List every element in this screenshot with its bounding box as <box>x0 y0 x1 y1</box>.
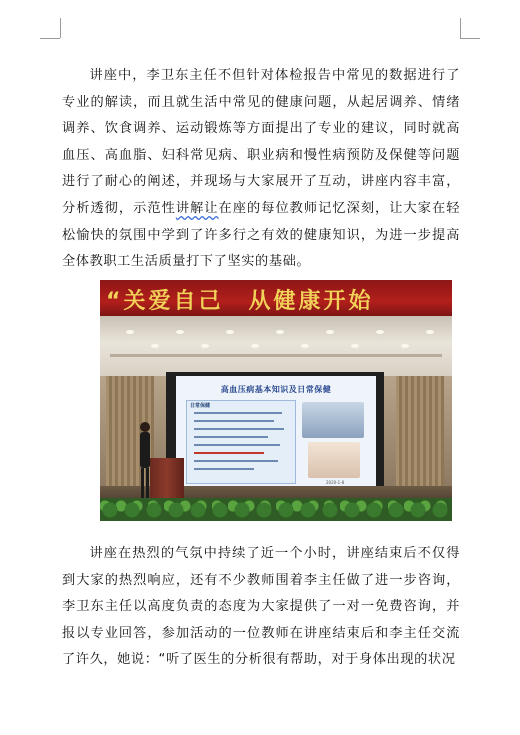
slide-title: 高血压病基本知识及日常保健 <box>220 384 332 394</box>
projected-slide <box>176 376 376 488</box>
lecture-photo <box>100 280 452 521</box>
paragraph-1-part-a: 讲座中，李卫东主任不但针对体检报告中常见的数据进行了专业的解读，而且就生活中常见的健康问题，从起居调养、情绪调养、饮食调养、运动锻炼等方面提出了专业的建议，同时就高血压、高血脂、妇科常见病、职业病和慢性病预防及保健等问题进行了耐心的阐述，并现场与大家展开了互动，讲座内容丰富，分析透彻，示范性 <box>62 68 460 216</box>
slide-text-line <box>194 412 282 414</box>
paragraph-2-text: 讲座在热烈的气氛中持续了近一个小时，讲座结束后不仅得到大家的热烈响应，还有不少教师围着李主任做了进一步咨询，李卫东主任以高度负责的态度为大家提供了一对一免费咨询，并报以专业回答，参加活动的一位教师在讲座结束后和李主任交流了许久，她说：“听了医生的分析很有帮助，对于身体出现的状况 <box>62 546 460 668</box>
spellcheck-flagged-word[interactable]: 讲解让 <box>175 200 219 216</box>
slide-text-line <box>194 444 280 446</box>
slide-text-line <box>194 436 268 438</box>
slide-text-line <box>194 468 254 470</box>
slide-footer: 2020-1-8 <box>326 480 345 485</box>
photo-banner <box>100 280 452 316</box>
paragraph-after-lecture <box>62 541 460 674</box>
podium <box>150 458 184 500</box>
paragraph-1-part-b: 在座的每位教师记忆深刻，让大家在轻松愉快的氛围中学到了许多行之有效的健康知识，为进一步提高全体教职工生活质量打下了坚实的基础。 <box>62 200 460 270</box>
slide-text-line <box>194 428 284 430</box>
stage-plants <box>100 498 452 521</box>
slide-photo-doctors <box>302 402 364 438</box>
crop-mark-top-right-h <box>460 38 480 39</box>
slide-text-line <box>194 420 274 422</box>
crop-mark-top-right-v <box>460 18 461 38</box>
banner-text: “关爱自己 从健康开始 <box>106 289 374 314</box>
slide-photo-nurse <box>308 442 360 478</box>
ceiling-lights <box>100 324 452 364</box>
slide-subtitle: 日常保健 <box>190 403 211 409</box>
slide-text-line <box>194 460 278 462</box>
crop-mark-top-left-v <box>60 18 61 38</box>
crop-mark-top-left-h <box>40 38 60 39</box>
paragraph-lecture-content <box>62 63 460 276</box>
slide-text-line <box>194 452 264 454</box>
